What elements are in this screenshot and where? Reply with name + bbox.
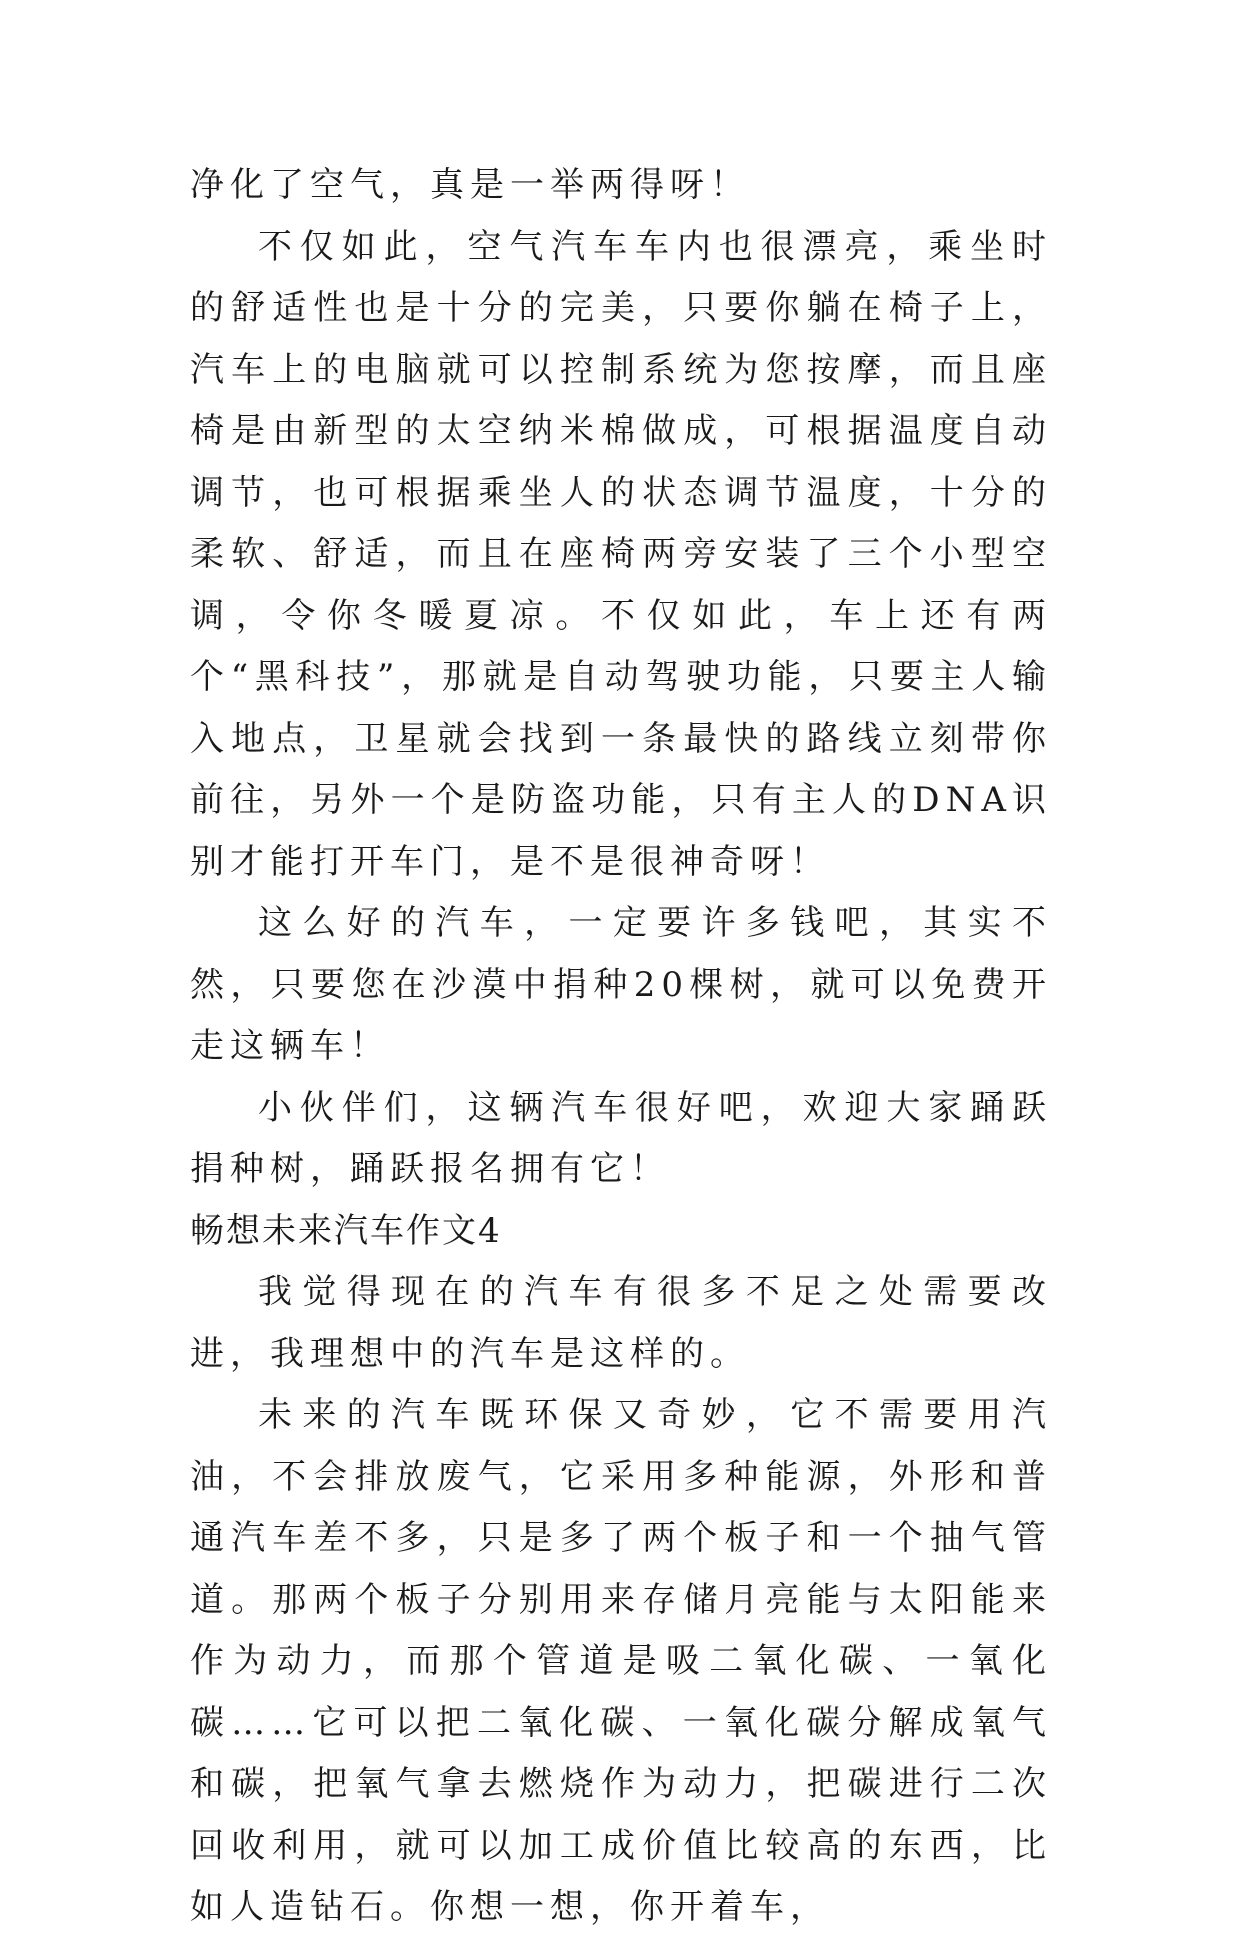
section-heading: 畅想未来汽车作文4 bbox=[190, 1210, 502, 1251]
paragraph: 这么好的汽车，一定要许多钱吧，其实不然，只要您在沙漠中捐种20棵树，就可以免费开走这辆车！ bbox=[190, 903, 1052, 1066]
paragraph: 净化了空气，真是一举两得呀！ bbox=[190, 165, 750, 205]
paragraph: 不仅如此，空气汽车车内也很漂亮，乘坐时的舒适性也是十分的完美，只要你躺在椅子上，汽车上的电脑就可以控制系统为您按摩，而且座椅是由新型的太空纳米棉做成，可根据温度自动调节，也可根据乘坐人的状态调节温度，十分的柔软、舒适，而且在座椅两旁安装了三个小型空调，令你冬暖夏凉。不仅如此，车上还有两个“黑科技”，那就是自动驾驶功能，只要主人输入地点，卫星就会找到一条最快的路线立刻带你前往，另外一个是防盗功能，只有主人的DNA识别才能打开车门，是不是很神奇呀！ bbox=[190, 226, 1052, 882]
paragraph: 小伙伴们，这辆汽车很好吧，欢迎大家踊跃捐种树，踊跃报名拥有它！ bbox=[190, 1087, 1052, 1189]
paragraph: 未来的汽车既环保又奇妙，它不需要用汽油，不会排放废气，它采用多种能源，外形和普通汽车差不多，只是多了两个板子和一个抽气管道。那两个板子分别用来存储月亮能与太阳能来作为动力，而那个管道是吸二氧化碳、一氧化碳……它可以把二氧化碳、一氧化碳分解成氧气和碳，把氧气拿去燃烧作为动力，把碳进行二次回收利用，就可以加工成价值比较高的东西，比如人造钻石。你想一想，你开着车， bbox=[190, 1395, 1052, 1927]
document-body bbox=[190, 155, 1052, 1939]
paragraph: 我觉得现在的汽车有很多不足之处需要改进，我理想中的汽车是这样的。 bbox=[190, 1272, 1052, 1374]
